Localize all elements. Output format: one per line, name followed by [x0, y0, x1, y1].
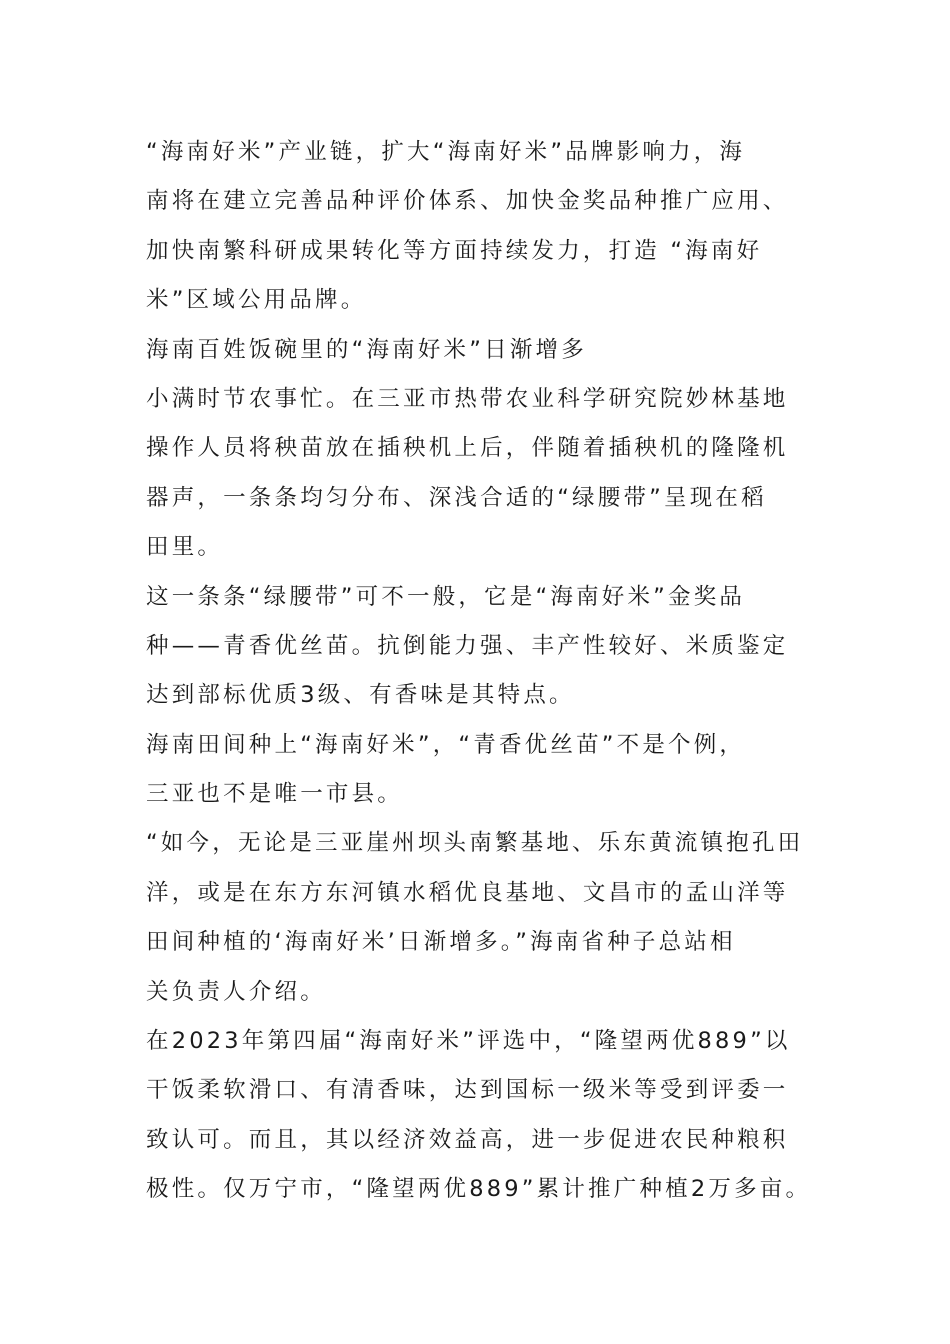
- text-line: “海南好米”产业链，扩大“海南好米”品牌影响力，海: [146, 139, 746, 165]
- text-line: 田间种植的‘海南好米’日渐增多。”海南省种子总站相: [146, 929, 736, 956]
- text-line: 海南田间种上“海南好米”，“青香优丝苗”不是个例，: [146, 731, 746, 758]
- text-line: 米”区域公用品牌。: [146, 287, 367, 314]
- text-line: 器声，一条条均匀分布、深浅合适的“绿腰带”呈现在稻: [146, 484, 767, 511]
- text-line: 这一条条“绿腰带”可不一般，它是“海南好米”金奖品: [146, 583, 746, 610]
- text-line: 南将在建立完善品种评价体系、加快金奖品种推广应用、: [146, 188, 789, 215]
- text-line: 关负责人介绍。: [146, 978, 326, 1005]
- text-line: 洋，或是在东方东河镇水稻优良基地、文昌市的孟山洋等: [146, 879, 789, 906]
- text-line: 小满时节农事忙。在三亚市热带农业科学研究院妙林基地: [146, 385, 789, 412]
- text-line: 极性。仅万宁市，“隆望两优889”累计推广种植2万多亩。: [146, 1176, 812, 1203]
- text-line: 田里。: [146, 534, 224, 561]
- text-line: 致认可。而且，其以经济效益高，进一步促进农民种粮积: [146, 1126, 789, 1153]
- text-line: 操作人员将秧苗放在插秧机上后，伴随着插秧机的隆隆机: [146, 435, 789, 462]
- text-line: 加快南繁科研成果转化等方面持续发力，打造 “海南好: [146, 237, 763, 264]
- text-line: 种——青香优丝苗。抗倒能力强、丰产性较好、米质鉴定: [146, 632, 789, 659]
- text-line: 在2023年第四届“海南好米”评选中，“隆望两优889”以: [146, 1028, 791, 1055]
- text-line: 三亚也不是唯一市县。: [146, 781, 404, 808]
- text-line: “如今，无论是三亚崖州坝头南繁基地、乐东黄流镇抱孔田: [146, 830, 804, 857]
- text-line: 达到部标优质3级、有香味是其特点。: [146, 682, 575, 709]
- section-heading: 海南百姓饭碗里的“海南好米”日渐增多: [146, 336, 587, 363]
- article-body: [146, 128, 810, 1215]
- text-line: 干饭柔软滑口、有清香味，达到国标一级米等受到评委一: [146, 1077, 789, 1104]
